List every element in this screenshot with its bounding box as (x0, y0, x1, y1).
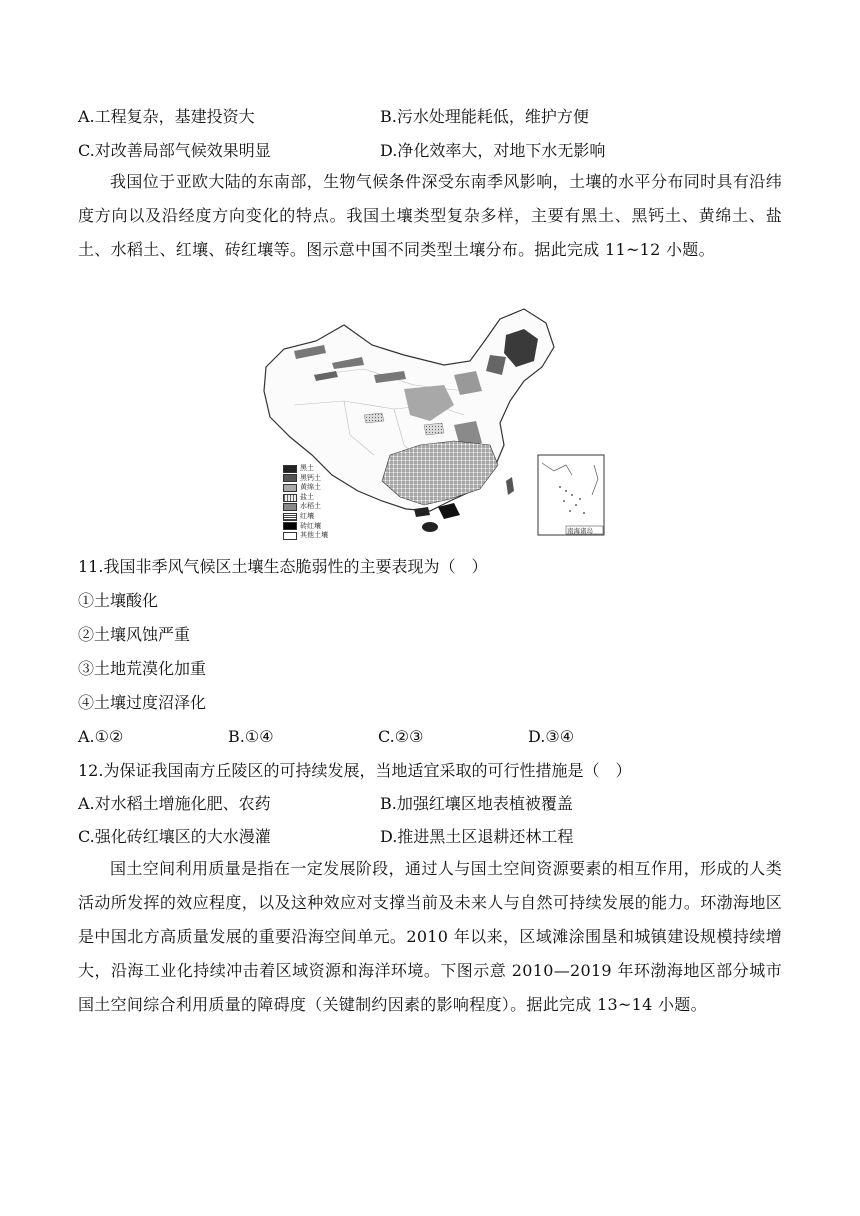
q11-item: ②土壤风蚀严重 (78, 625, 191, 644)
q11-option-b: B.①④ (228, 727, 274, 746)
q10-option-b: B.污水处理能耗低，维护方便 (380, 107, 589, 126)
bohai-intro-paragraph: 国土空间利用质量是指在一定发展阶段，通过人与国土空间资源要素的相互作用，形成的人类活动所发挥的效应程度，以及这种效应对支撑当前及未来人与自然可持续发展的能力。环渤海地区是中国北方高质量发展的重要沿海空间单元。2010 年以来，区域滩涂围垦和城镇建设规模持续增大，沿海工业化持续冲击着区域资源和海洋环境。下图示意 2010—2019 年环渤海地区部分城市国土空间综合利用质量的障碍度（关键制约因素的影响程度）。据此完成 13~14 小题。 (78, 859, 782, 1014)
q12-option-a: A.对水稻土增施化肥、农药 (78, 794, 271, 813)
q10-option-a: A.工程复杂，基建投资大 (78, 107, 255, 126)
legend-item-chernozem: 黑钙土 (283, 474, 328, 484)
q12-option-d: D.推进黑土区退耕还林工程 (380, 827, 574, 846)
q11-option-d: D.③④ (528, 727, 575, 746)
q12-option-b: B.加强红壤区地表植被覆盖 (380, 794, 573, 813)
inset-label: 南海诸岛 (567, 527, 593, 535)
legend-item-paddy: 水稻土 (283, 502, 328, 512)
legend-item-other: 其他土壤 (283, 531, 328, 541)
legend-item-saline: 盐土 (283, 493, 328, 503)
map-legend (283, 464, 328, 541)
q11-option-a: A.①② (78, 727, 124, 746)
legend-item-black-soil: 黑土 (283, 464, 328, 474)
legend-item-red-soil: 红壤 (283, 512, 328, 522)
q11-stem: 11.我国非季风气候区土壤生态脆弱性的主要表现为（ ） (78, 557, 488, 576)
q12-stem: 12.为保证我国南方丘陵区的可持续发展，当地适宜采取的可行性措施是（ ） (78, 761, 632, 780)
q10-option-c: C.对改善局部气候效果明显 (78, 141, 271, 160)
legend-item-lateritic: 砖红壤 (283, 522, 328, 532)
legend-item-loess: 黄绵土 (283, 483, 328, 493)
q11-item: ③土地荒漠化加重 (78, 659, 207, 678)
q11-item: ①土壤酸化 (78, 591, 159, 610)
q11-item: ④土壤过度沼泽化 (78, 693, 207, 712)
q11-option-c: C.②③ (378, 727, 424, 746)
q12-option-c: C.强化砖红壤区的大水漫灌 (78, 827, 271, 846)
soil-intro-paragraph: 我国位于亚欧大陆的东南部，生物气候条件深受东南季风影响，土壤的水平分布同时具有沿纬度方向以及沿经度方向变化的特点。我国土壤类型复杂多样，主要有黑土、黑钙土、黄绵土、盐土、水稻土、红壤、砖红壤等。图示意中国不同类型土壤分布。据此完成 11~12 小题。 (78, 172, 782, 259)
q10-option-d: D.净化效率大，对地下水无影响 (380, 141, 606, 160)
